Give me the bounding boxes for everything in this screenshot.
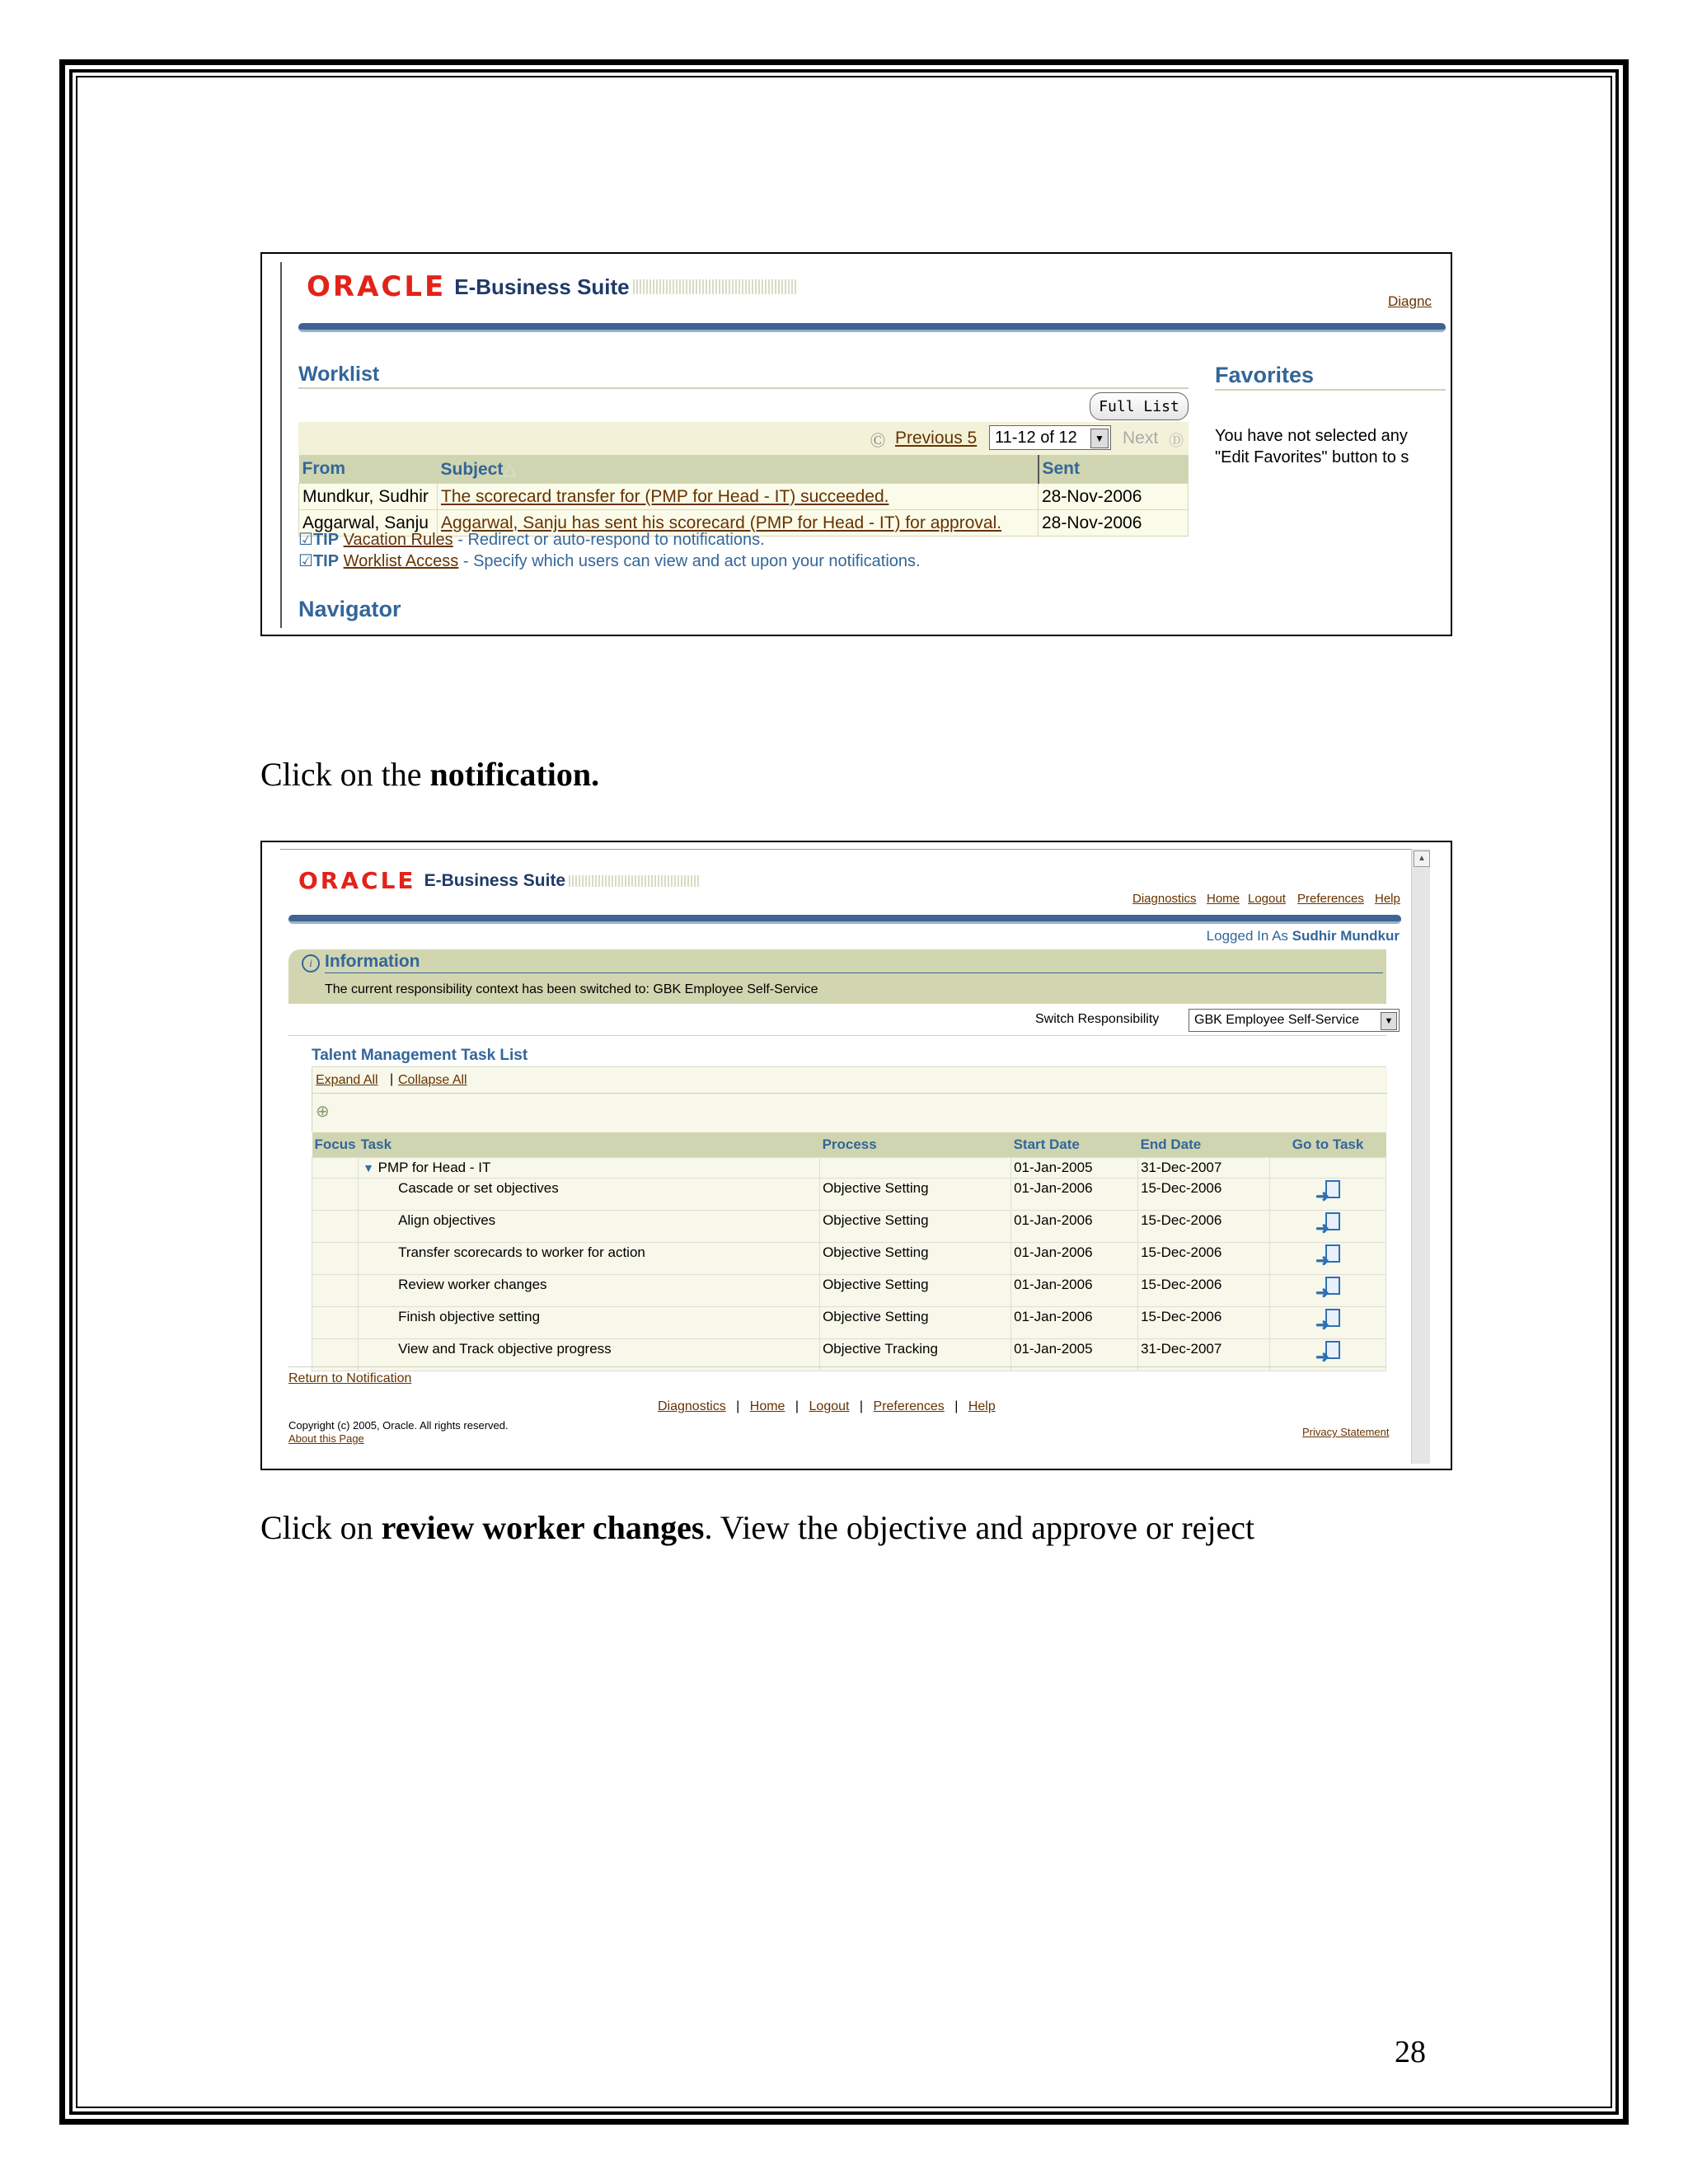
- pagination-bar: [298, 422, 1189, 455]
- task-name: Align objectives: [359, 1211, 820, 1243]
- home-link[interactable]: Home: [1207, 892, 1240, 906]
- preferences-link[interactable]: Preferences: [1297, 892, 1364, 906]
- information-message-box: [288, 949, 1386, 1004]
- navigator-title: Navigator: [298, 597, 401, 621]
- column-end-date: End Date: [1138, 1132, 1270, 1158]
- task-name: Cascade or set objectives: [359, 1179, 820, 1211]
- go-to-task-icon[interactable]: ➜: [1315, 1212, 1340, 1237]
- next-icon: Ⓓ: [1169, 433, 1184, 449]
- column-process: Process: [820, 1132, 1011, 1158]
- header-bar: [298, 323, 1446, 332]
- column-sent[interactable]: Sent: [1039, 455, 1189, 484]
- task-row: Align objectives Objective Setting 01-Jan-2006 15-Dec-2006 ➜: [312, 1211, 1386, 1243]
- notification-link[interactable]: Aggarwal, Sanju has sent his scorecard (PMP for Head - IT) for approval.: [438, 510, 1039, 537]
- notification-link[interactable]: The scorecard transfer for (PMP for Head - IT) succeeded.: [438, 484, 1039, 510]
- worklist-screenshot: [260, 252, 1452, 636]
- go-to-task-icon[interactable]: ➜: [1315, 1180, 1340, 1205]
- task-table: [312, 1132, 1386, 1371]
- task-name: Review worker changes: [359, 1275, 820, 1307]
- task-list-screenshot: [260, 841, 1452, 1470]
- full-list-button[interactable]: Full List: [1090, 392, 1189, 420]
- left-edge-line: [280, 262, 282, 628]
- information-message: The current responsibility context has been switched to: GBK Employee Self-Service: [325, 982, 818, 996]
- about-this-page-link[interactable]: About this Page: [288, 1432, 364, 1445]
- worklist-table: [298, 455, 1189, 537]
- diagnostics-link[interactable]: Diagnc: [1388, 293, 1432, 309]
- go-to-task-icon[interactable]: ➜: [1315, 1341, 1340, 1366]
- vertical-scrollbar[interactable]: [1411, 849, 1430, 1464]
- oracle-logo: ORACLE E-Business Suite: [307, 270, 798, 303]
- instruction-step-2: Click on review worker changes. View the objective and approve or reject: [260, 1509, 1255, 1546]
- table-row: Mundkur, Sudhir The scorecard transfer for (PMP for Head - IT) succeeded. 28-Nov-2006: [299, 484, 1189, 510]
- chevron-down-icon[interactable]: ▼: [1090, 429, 1109, 448]
- column-from[interactable]: From: [299, 455, 438, 484]
- task-name: Transfer scorecards to worker for action: [359, 1243, 820, 1275]
- favorites-title: Favorites: [1215, 363, 1315, 387]
- worklist-access-link[interactable]: Worklist Access: [343, 552, 459, 570]
- footer-links: Diagnostics | Home | Logout | Preferences | Help: [658, 1399, 996, 1413]
- header-bar: [288, 915, 1401, 924]
- column-focus: Focus: [312, 1132, 359, 1158]
- vacation-rules-link[interactable]: Vacation Rules: [343, 531, 453, 549]
- task-row: Finish objective setting Objective Setting 01-Jan-2006 15-Dec-2006 ➜: [312, 1307, 1386, 1339]
- collapse-all-link[interactable]: Collapse All: [398, 1073, 467, 1087]
- go-to-task-icon[interactable]: ➜: [1315, 1277, 1340, 1301]
- go-to-task-icon[interactable]: ➜: [1315, 1244, 1340, 1269]
- column-subject[interactable]: Subject△: [438, 455, 1039, 484]
- previous-icon[interactable]: Ⓒ: [870, 433, 885, 449]
- footer-logout-link[interactable]: Logout: [809, 1399, 850, 1413]
- check-icon: ☑: [298, 552, 313, 570]
- chevron-down-icon[interactable]: ▼: [1381, 1012, 1397, 1030]
- task-list-title: Talent Management Task List: [312, 1047, 528, 1064]
- task-row: Cascade or set objectives Objective Setting 01-Jan-2006 15-Dec-2006 ➜: [312, 1179, 1386, 1211]
- favorites-message-line2: "Edit Favorites" button to s: [1215, 448, 1409, 466]
- focus-crosshair-icon[interactable]: ⊕: [316, 1103, 330, 1121]
- collapse-triangle-icon[interactable]: ▼: [363, 1161, 374, 1174]
- range-select[interactable]: 11-12 of 12 ▼: [989, 425, 1111, 450]
- help-link[interactable]: Help: [1375, 892, 1400, 906]
- go-to-task-icon[interactable]: ➜: [1315, 1309, 1340, 1333]
- return-to-notification-link[interactable]: Return to Notification: [288, 1371, 412, 1385]
- task-row: Review worker changes Objective Setting 01-Jan-2006 15-Dec-2006 ➜: [312, 1275, 1386, 1307]
- task-name: Finish objective setting: [359, 1307, 820, 1339]
- column-task: Task: [359, 1132, 820, 1158]
- tip-worklist-access: ☑TIP Worklist Access - Specify which users can view and act upon your notifications.: [298, 552, 921, 570]
- sort-ascending-icon: △: [503, 459, 517, 479]
- task-group-row: ▼ PMP for Head - IT 01-Jan-2005 31-Dec-2007: [312, 1158, 1386, 1179]
- info-icon: i: [302, 954, 320, 972]
- footer-help-link[interactable]: Help: [968, 1399, 996, 1413]
- copyright-text: Copyright (c) 2005, Oracle. All rights reserved.: [288, 1419, 509, 1432]
- table-row: Aggarwal, Sanju Aggarwal, Sanju has sent his scorecard (PMP for Head - IT) for approval. 28-Nov-2006: [299, 510, 1189, 537]
- task-row: View and Track objective progress Objective Tracking 01-Jan-2005 31-Dec-2007 ➜: [312, 1339, 1386, 1371]
- logout-link[interactable]: Logout: [1248, 892, 1286, 906]
- switch-responsibility-label: Switch Responsibility: [1035, 1012, 1160, 1026]
- worklist-title: Worklist: [298, 363, 380, 386]
- favorites-message-line1: You have not selected any: [1215, 427, 1408, 445]
- diagnostics-link[interactable]: Diagnostics: [1132, 892, 1197, 906]
- task-list-controls: Expand All | Collapse All ⊕: [312, 1068, 1387, 1132]
- instruction-step-1: Click on the notification.: [260, 756, 600, 793]
- expand-all-link[interactable]: Expand All: [316, 1073, 378, 1087]
- column-start-date: Start Date: [1011, 1132, 1138, 1158]
- footer-home-link[interactable]: Home: [749, 1399, 785, 1413]
- task-row: Transfer scorecards to worker for action Objective Setting 01-Jan-2006 15-Dec-2006 ➜: [312, 1243, 1386, 1275]
- page-number: 28: [1395, 2035, 1426, 2069]
- previous-link[interactable]: Previous 5: [895, 429, 978, 448]
- next-label: Next: [1123, 429, 1159, 448]
- privacy-statement-link[interactable]: Privacy Statement: [1302, 1426, 1390, 1438]
- check-icon: ☑: [298, 531, 313, 549]
- information-title: Information: [325, 952, 420, 971]
- footer-preferences-link[interactable]: Preferences: [873, 1399, 945, 1413]
- footer-diagnostics-link[interactable]: Diagnostics: [658, 1399, 726, 1413]
- tip-vacation-rules: ☑TIP Vacation Rules - Redirect or auto-respond to notifications.: [298, 531, 765, 549]
- column-go-to-task: Go to Task: [1270, 1132, 1386, 1158]
- switch-responsibility-select[interactable]: GBK Employee Self-Service ▼: [1189, 1009, 1400, 1032]
- scroll-up-icon[interactable]: ▲: [1414, 851, 1430, 867]
- task-name: View and Track objective progress: [359, 1339, 820, 1371]
- oracle-logo: ORACLE E-Business Suite: [298, 867, 701, 894]
- logged-in-status: Logged In As Sudhir Mundkur: [1206, 928, 1400, 944]
